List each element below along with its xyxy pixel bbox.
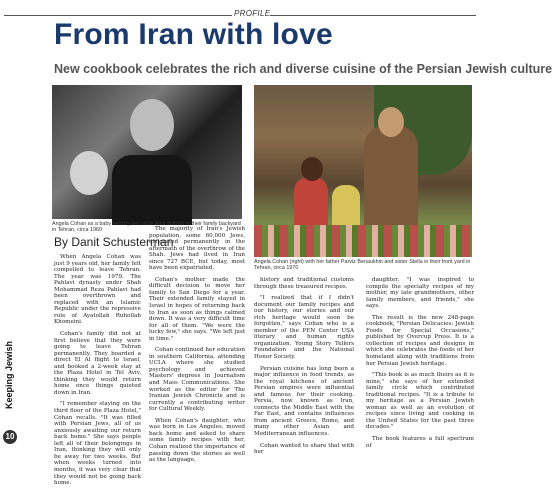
photo-family-front-yard <box>254 85 472 257</box>
paragraph: Cohan's mother made the difficult decision to move her family to San Diego for a year. Their extended family stayed in Israel in hopes of returning back to Iran as soon as things calmed down. It was a very difficult time for all of them. "We were the lucky few," she says. "We left just in time." <box>149 276 245 342</box>
paragraph: history and traditional customs through these treasured recipes. <box>254 277 354 290</box>
headline: From Iran with love <box>54 18 333 51</box>
subheadline: New cookbook celebrates the rich and diverse cuisine of the Persian Jewish culture <box>54 62 552 76</box>
paragraph: When Cohan's daughter, who was born in Los Angeles, moved back home and asked to share some family recipes with her, Cohan realized the importance of passing down the stories as well as the language, <box>149 417 245 464</box>
article-column-4 <box>366 277 474 454</box>
section-rule-left <box>4 15 232 16</box>
paragraph: The result is the new 248-page cookbook, "Persian Delicacies: Jewish Foods for Special Occasions," published by Overcup Press. It is a collection of recipes and designs in which she celebrates the foods of her homeland along with traditions from her Persian Jewish heritage. <box>366 314 474 367</box>
paragraph: "I remember staying on the third floor of the Plaza Hotel," Cohan recalls. "It was filled with Persian Jews, all of us anxiously awaiting our return back home." She says people left all of their belongings in Iran, thinking they will only be away for two weeks. But when weeks turned into months, it was very clear that they would not be going back home. <box>54 401 141 487</box>
article-column-2 <box>149 226 245 469</box>
article-column-1 <box>54 254 141 492</box>
page-number: 10 <box>3 430 17 444</box>
photo1-caption: Angela Cohan as a baby held by her uncle Amir Sabuhi in their family backyard in Tehran, circa 1960 <box>52 221 241 234</box>
photo-baby-with-uncle <box>52 85 242 219</box>
side-tab-label: Keeping Jewish <box>4 340 14 410</box>
section-rule-right <box>270 15 476 16</box>
section-label: PROFILE <box>234 9 271 18</box>
paragraph: daughter. "I was inspired to compile the specialty recipes of my mother, my late grandmothers, other family members, and friends," she says. <box>366 277 474 310</box>
paragraph: Persian cuisine has long been a major influence in food trends, as the royal kitchens of ancient Persian empires were influential and famous for their cooking. Persia, now known as Iran, connects the Middle East with the Far East, and contains influences from ancient Greece, Rome, and many other Asian and Mediterranean influences. <box>254 365 354 438</box>
paragraph: "I realized that if I didn't document our family recipes and our history, our stories and our rich heritage would soon be forgotten," says Cohan who is a member of the PEN Center USA literary and human rights organization, Young Story Tellers Foundation and the National Honor Society. <box>254 295 354 361</box>
paragraph: Cohan wanted to share that with her <box>254 442 354 456</box>
paragraph: The book features a full spectrum of <box>366 436 474 449</box>
paragraph: The majority of Iran's Jewish population, some 60,000 Jews, emigrated permanently in the aftermath of the overthrow of the Shah. Jews had lived in Iran since 727 BCE, but today, most have been expatriated. <box>149 226 245 272</box>
byline: By Danit Schusterman <box>54 235 174 249</box>
paragraph: Cohan's family did not at first believe that they were going to leave Tehran permanently. They boarded a direct El Al flight to Israel, and booked a 2-week stay at the Plaza Hotel in Tel Aviv, thinking they would return home once things quieted down in Iran. <box>54 331 141 396</box>
paragraph: "This book is as much theirs as it is mine," she says of her extended family circle which contributed traditional recipes. "It is a tribute to my heritage as a Persian Jewish woman as well as an evolution of recipes since living and cooking in the United States for the past three decades." <box>366 372 474 431</box>
side-tab <box>2 330 16 426</box>
paragraph: Cohan continued her education in southern California, attending UCLA where she studied psychology and achieved Masters' degrees in Journalism and Mass Communications. She worked as the editor for The Iranian Jewish Chronicle and is currently a contributing writer for Cultural Weekly. <box>149 347 245 413</box>
article-column-3 <box>254 277 354 461</box>
paragraph: When Angela Cohan was just 9 years old, her family felt compelled to leave Tehran. The year was 1979. The Pahlavi dynasty under Shah Mohammad Reza Pahlavi had been overthrown and replaced with an Islamic Republic under the repressive rule of Ayatollah Ruhollah Khomeini. <box>54 254 142 326</box>
photo2-caption: Angela Cohan (right) with her father Parviz Benaukhin and sister Stella in their front yard in Tehran, circa 1970 <box>254 259 471 272</box>
